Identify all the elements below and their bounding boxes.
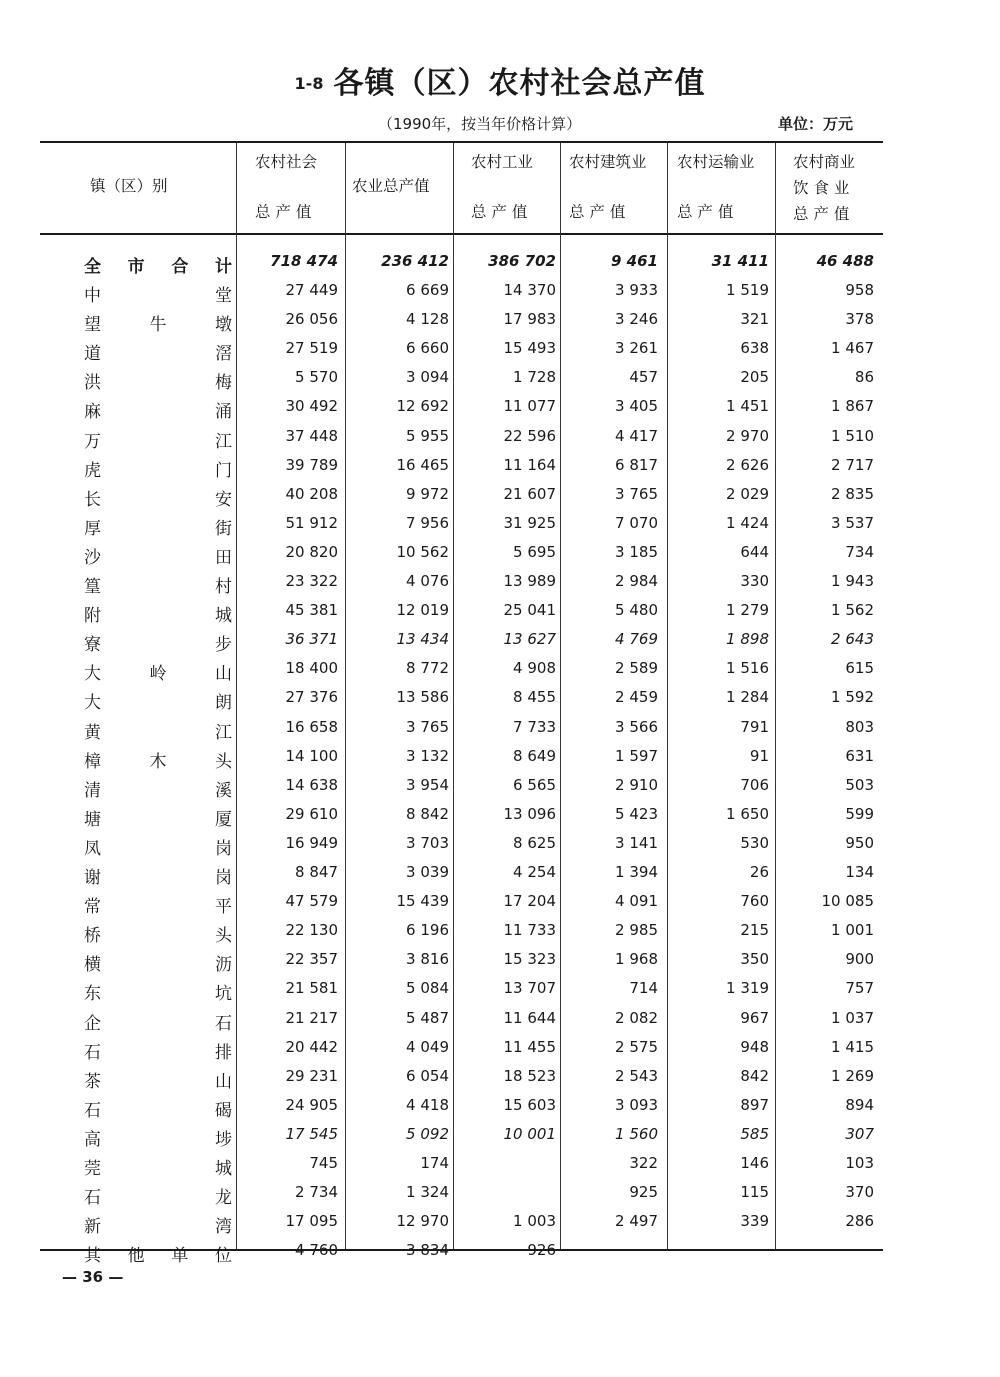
value-cell: 734 bbox=[845, 543, 874, 561]
value-cell: 503 bbox=[845, 776, 874, 794]
table-subtitle: （1990年，按当年价格计算） bbox=[378, 115, 582, 133]
value-cell: 1 968 bbox=[615, 950, 658, 968]
value-cell: 18 523 bbox=[503, 1067, 556, 1085]
value-cell: 36 371 bbox=[285, 630, 338, 648]
table-row bbox=[40, 1241, 883, 1270]
value-cell: 5 695 bbox=[513, 543, 556, 561]
value-cell: 21 581 bbox=[285, 979, 338, 997]
value-cell: 1 451 bbox=[726, 397, 769, 415]
table-row bbox=[40, 805, 883, 834]
value-cell: 894 bbox=[845, 1096, 874, 1114]
value-cell: 967 bbox=[740, 1009, 769, 1027]
value-cell: 286 bbox=[845, 1212, 874, 1230]
value-cell: 926 bbox=[527, 1241, 556, 1259]
value-cell: 4 076 bbox=[406, 572, 449, 590]
value-cell: 2 734 bbox=[295, 1183, 338, 1201]
value-cell: 3 246 bbox=[615, 310, 658, 328]
table-row bbox=[40, 688, 883, 717]
value-cell: 3 405 bbox=[615, 397, 658, 415]
value-cell: 6 660 bbox=[406, 339, 449, 357]
value-cell: 5 955 bbox=[406, 427, 449, 445]
value-cell: 26 056 bbox=[285, 310, 338, 328]
value-cell: 2 970 bbox=[726, 427, 769, 445]
table-row bbox=[40, 747, 883, 776]
value-cell: 8 772 bbox=[406, 659, 449, 677]
region-name: 洪 梅 bbox=[84, 373, 232, 393]
value-cell: 8 455 bbox=[513, 688, 556, 706]
value-cell: 3 141 bbox=[615, 834, 658, 852]
value-cell: 146 bbox=[740, 1154, 769, 1172]
value-cell: 1 037 bbox=[831, 1009, 874, 1027]
value-cell: 51 912 bbox=[285, 514, 338, 532]
region-name: 茶 山 bbox=[84, 1072, 232, 1092]
value-cell: 958 bbox=[845, 281, 874, 299]
value-cell: 4 769 bbox=[615, 630, 658, 648]
value-cell: 1 560 bbox=[615, 1125, 658, 1143]
value-cell: 321 bbox=[740, 310, 769, 328]
value-cell: 236 412 bbox=[381, 252, 449, 270]
value-cell: 1 510 bbox=[831, 427, 874, 445]
region-name: 万 江 bbox=[84, 432, 232, 452]
value-cell: 5 480 bbox=[615, 601, 658, 619]
value-cell: 1 279 bbox=[726, 601, 769, 619]
value-cell: 13 707 bbox=[503, 979, 556, 997]
value-cell: 9 972 bbox=[406, 485, 449, 503]
value-cell: 350 bbox=[740, 950, 769, 968]
value-cell: 2 575 bbox=[615, 1038, 658, 1056]
value-cell: 31 411 bbox=[711, 252, 769, 270]
value-cell: 2 984 bbox=[615, 572, 658, 590]
value-cell: 47 579 bbox=[285, 892, 338, 910]
value-cell: 1 728 bbox=[513, 368, 556, 386]
table-row bbox=[40, 1212, 883, 1241]
value-cell: 330 bbox=[740, 572, 769, 590]
value-cell: 3 132 bbox=[406, 747, 449, 765]
header-col6: 农村商业 饮 食 业 总 产 值 bbox=[793, 153, 856, 223]
value-cell: 1 562 bbox=[831, 601, 874, 619]
value-cell: 745 bbox=[309, 1154, 338, 1172]
region-name: 新 湾 bbox=[84, 1217, 232, 1237]
value-cell: 1 943 bbox=[831, 572, 874, 590]
value-cell: 1 324 bbox=[406, 1183, 449, 1201]
value-cell: 86 bbox=[854, 368, 874, 386]
value-cell: 134 bbox=[845, 863, 874, 881]
value-cell: 15 323 bbox=[503, 950, 556, 968]
value-cell: 20 442 bbox=[285, 1038, 338, 1056]
header-col3: 农村工业 总 产 值 bbox=[471, 153, 534, 221]
value-cell: 4 418 bbox=[406, 1096, 449, 1114]
table-row bbox=[40, 281, 883, 310]
value-cell: 17 983 bbox=[503, 310, 556, 328]
value-cell: 1 650 bbox=[726, 805, 769, 823]
value-cell: 2 459 bbox=[615, 688, 658, 706]
table-row bbox=[40, 543, 883, 572]
region-name: 东 坑 bbox=[84, 984, 232, 1004]
value-cell: 11 644 bbox=[503, 1009, 556, 1027]
value-cell: 1 519 bbox=[726, 281, 769, 299]
table-row bbox=[40, 921, 883, 950]
value-cell: 339 bbox=[740, 1212, 769, 1230]
value-cell: 2 985 bbox=[615, 921, 658, 939]
value-cell: 3 816 bbox=[406, 950, 449, 968]
value-cell: 5 092 bbox=[406, 1125, 449, 1143]
table-row bbox=[40, 892, 883, 921]
value-cell: 3 703 bbox=[406, 834, 449, 852]
value-cell: 10 085 bbox=[821, 892, 874, 910]
header-col4: 农村建筑业 总 产 值 bbox=[569, 153, 647, 221]
value-cell: 2 626 bbox=[726, 456, 769, 474]
value-cell: 27 376 bbox=[285, 688, 338, 706]
value-cell: 7 070 bbox=[615, 514, 658, 532]
value-cell: 585 bbox=[740, 1125, 769, 1143]
table-row bbox=[40, 776, 883, 805]
value-cell: 8 842 bbox=[406, 805, 449, 823]
value-cell: 10 001 bbox=[503, 1125, 556, 1143]
value-cell: 14 370 bbox=[503, 281, 556, 299]
region-name: 塘 厦 bbox=[84, 810, 232, 830]
table-row bbox=[40, 1038, 883, 1067]
region-name: 常 平 bbox=[84, 897, 232, 917]
header-rule bbox=[40, 233, 883, 235]
value-cell: 3 566 bbox=[615, 718, 658, 736]
value-cell: 3 765 bbox=[406, 718, 449, 736]
value-cell: 386 702 bbox=[488, 252, 556, 270]
value-cell: 2 589 bbox=[615, 659, 658, 677]
value-cell: 307 bbox=[845, 1125, 874, 1143]
value-cell: 20 820 bbox=[285, 543, 338, 561]
region-name: 全 市 合 计 bbox=[84, 257, 232, 277]
value-cell: 925 bbox=[629, 1183, 658, 1201]
table-row bbox=[40, 368, 883, 397]
value-cell: 2 029 bbox=[726, 485, 769, 503]
value-cell: 27 519 bbox=[285, 339, 338, 357]
value-cell: 6 565 bbox=[513, 776, 556, 794]
value-cell: 3 185 bbox=[615, 543, 658, 561]
table-row bbox=[40, 863, 883, 892]
region-name: 厚 街 bbox=[84, 519, 232, 539]
value-cell: 5 084 bbox=[406, 979, 449, 997]
value-cell: 26 bbox=[749, 863, 769, 881]
value-cell: 3 954 bbox=[406, 776, 449, 794]
region-name: 大 朗 bbox=[84, 693, 232, 713]
table-row bbox=[40, 834, 883, 863]
region-name: 清 溪 bbox=[84, 781, 232, 801]
table-row bbox=[40, 601, 883, 630]
value-cell: 638 bbox=[740, 339, 769, 357]
region-name: 其 他 单 位 bbox=[84, 1246, 232, 1266]
value-cell: 91 bbox=[749, 747, 769, 765]
value-cell: 842 bbox=[740, 1067, 769, 1085]
value-cell: 205 bbox=[740, 368, 769, 386]
value-cell: 11 733 bbox=[503, 921, 556, 939]
value-cell: 1 592 bbox=[831, 688, 874, 706]
value-cell: 8 649 bbox=[513, 747, 556, 765]
value-cell: 1 898 bbox=[726, 630, 769, 648]
value-cell: 1 415 bbox=[831, 1038, 874, 1056]
region-name: 桥 头 bbox=[84, 926, 232, 946]
value-cell: 706 bbox=[740, 776, 769, 794]
value-cell: 631 bbox=[845, 747, 874, 765]
value-cell: 22 357 bbox=[285, 950, 338, 968]
value-cell: 1 003 bbox=[513, 1212, 556, 1230]
table-title: 各镇（区）农村社会总产值 bbox=[333, 66, 706, 101]
table-number: 1-8 bbox=[294, 74, 324, 93]
value-cell: 215 bbox=[740, 921, 769, 939]
value-cell: 2 543 bbox=[615, 1067, 658, 1085]
value-cell: 39 789 bbox=[285, 456, 338, 474]
value-cell: 757 bbox=[845, 979, 874, 997]
region-name: 大 岭 山 bbox=[84, 664, 232, 684]
value-cell: 5 487 bbox=[406, 1009, 449, 1027]
value-cell: 4 417 bbox=[615, 427, 658, 445]
value-cell: 46 488 bbox=[816, 252, 874, 270]
region-name: 莞 城 bbox=[84, 1159, 232, 1179]
value-cell: 21 217 bbox=[285, 1009, 338, 1027]
value-cell: 2 497 bbox=[615, 1212, 658, 1230]
table-row bbox=[40, 1154, 883, 1183]
value-cell: 11 455 bbox=[503, 1038, 556, 1056]
value-cell: 13 096 bbox=[503, 805, 556, 823]
value-cell: 8 847 bbox=[295, 863, 338, 881]
region-name: 长 安 bbox=[84, 490, 232, 510]
value-cell: 17 204 bbox=[503, 892, 556, 910]
header-col1: 农村社会 总 产 值 bbox=[255, 153, 318, 221]
value-cell: 1 467 bbox=[831, 339, 874, 357]
value-cell: 11 164 bbox=[503, 456, 556, 474]
region-name: 黄 江 bbox=[84, 723, 232, 743]
value-cell: 370 bbox=[845, 1183, 874, 1201]
value-cell: 1 001 bbox=[831, 921, 874, 939]
value-cell: 6 196 bbox=[406, 921, 449, 939]
value-cell: 3 261 bbox=[615, 339, 658, 357]
value-cell: 13 434 bbox=[396, 630, 449, 648]
value-cell: 2 835 bbox=[831, 485, 874, 503]
value-cell: 1 319 bbox=[726, 979, 769, 997]
value-cell: 11 077 bbox=[503, 397, 556, 415]
value-cell: 718 474 bbox=[270, 252, 338, 270]
value-cell: 4 254 bbox=[513, 863, 556, 881]
value-cell: 615 bbox=[845, 659, 874, 677]
table-row bbox=[40, 1067, 883, 1096]
table-top-rule bbox=[40, 141, 883, 143]
value-cell: 599 bbox=[845, 805, 874, 823]
value-cell: 14 638 bbox=[285, 776, 338, 794]
region-name: 附 城 bbox=[84, 606, 232, 626]
unit-label: 单位：万元 bbox=[778, 115, 854, 133]
value-cell: 644 bbox=[740, 543, 769, 561]
value-cell: 3 537 bbox=[831, 514, 874, 532]
data-table bbox=[40, 141, 883, 1266]
table-row bbox=[40, 979, 883, 1008]
value-cell: 15 493 bbox=[503, 339, 556, 357]
table-row bbox=[40, 1125, 883, 1154]
value-cell: 900 bbox=[845, 950, 874, 968]
value-cell: 25 041 bbox=[503, 601, 556, 619]
value-cell: 5 423 bbox=[615, 805, 658, 823]
value-cell: 3 765 bbox=[615, 485, 658, 503]
value-cell: 13 627 bbox=[503, 630, 556, 648]
value-cell: 10 562 bbox=[396, 543, 449, 561]
table-row bbox=[40, 572, 883, 601]
value-cell: 760 bbox=[740, 892, 769, 910]
value-cell: 3 093 bbox=[615, 1096, 658, 1114]
value-cell: 3 834 bbox=[406, 1241, 449, 1259]
value-cell: 115 bbox=[740, 1183, 769, 1201]
value-cell: 22 596 bbox=[503, 427, 556, 445]
page-number: — 36 — bbox=[62, 1268, 124, 1286]
region-name: 中 堂 bbox=[84, 286, 232, 306]
value-cell: 4 128 bbox=[406, 310, 449, 328]
region-name: 谢 岗 bbox=[84, 868, 232, 888]
value-cell: 37 448 bbox=[285, 427, 338, 445]
value-cell: 2 910 bbox=[615, 776, 658, 794]
value-cell: 1 516 bbox=[726, 659, 769, 677]
value-cell: 24 905 bbox=[285, 1096, 338, 1114]
table-row bbox=[40, 427, 883, 456]
value-cell: 14 100 bbox=[285, 747, 338, 765]
region-name: 石 龙 bbox=[84, 1188, 232, 1208]
value-cell: 21 607 bbox=[503, 485, 556, 503]
value-cell: 13 989 bbox=[503, 572, 556, 590]
value-cell: 1 269 bbox=[831, 1067, 874, 1085]
table-row bbox=[40, 630, 883, 659]
value-cell: 16 465 bbox=[396, 456, 449, 474]
value-cell: 1 867 bbox=[831, 397, 874, 415]
table-row bbox=[40, 1183, 883, 1212]
value-cell: 4 760 bbox=[295, 1241, 338, 1259]
region-name: 凤 岗 bbox=[84, 839, 232, 859]
table-row bbox=[40, 659, 883, 688]
region-name: 樟 木 头 bbox=[84, 752, 232, 772]
value-cell: 4 091 bbox=[615, 892, 658, 910]
value-cell: 1 424 bbox=[726, 514, 769, 532]
value-cell: 13 586 bbox=[396, 688, 449, 706]
value-cell: 1 597 bbox=[615, 747, 658, 765]
value-cell: 5 570 bbox=[295, 368, 338, 386]
table-row bbox=[40, 514, 883, 543]
value-cell: 6 054 bbox=[406, 1067, 449, 1085]
value-cell: 2 643 bbox=[831, 630, 874, 648]
table-row bbox=[40, 485, 883, 514]
page-title bbox=[0, 58, 1000, 102]
table-row bbox=[40, 1096, 883, 1125]
value-cell: 457 bbox=[629, 368, 658, 386]
value-cell: 8 625 bbox=[513, 834, 556, 852]
table-row bbox=[40, 1009, 883, 1038]
value-cell: 4 049 bbox=[406, 1038, 449, 1056]
value-cell: 103 bbox=[845, 1154, 874, 1172]
value-cell: 12 692 bbox=[396, 397, 449, 415]
value-cell: 22 130 bbox=[285, 921, 338, 939]
value-cell: 948 bbox=[740, 1038, 769, 1056]
value-cell: 40 208 bbox=[285, 485, 338, 503]
value-cell: 530 bbox=[740, 834, 769, 852]
table-row bbox=[40, 456, 883, 485]
value-cell: 7 956 bbox=[406, 514, 449, 532]
value-cell: 17 095 bbox=[285, 1212, 338, 1230]
value-cell: 31 925 bbox=[503, 514, 556, 532]
value-cell: 3 039 bbox=[406, 863, 449, 881]
region-name: 望 牛 墩 bbox=[84, 315, 232, 335]
value-cell: 803 bbox=[845, 718, 874, 736]
value-cell: 2 082 bbox=[615, 1009, 658, 1027]
value-cell: 6 817 bbox=[615, 456, 658, 474]
value-cell: 3 094 bbox=[406, 368, 449, 386]
value-cell: 29 231 bbox=[285, 1067, 338, 1085]
value-cell: 16 949 bbox=[285, 834, 338, 852]
header-region: 镇（区）别 bbox=[90, 177, 168, 195]
value-cell: 4 908 bbox=[513, 659, 556, 677]
value-cell: 18 400 bbox=[285, 659, 338, 677]
total-row bbox=[40, 252, 883, 281]
value-cell: 378 bbox=[845, 310, 874, 328]
value-cell: 2 717 bbox=[831, 456, 874, 474]
header-col2: 农业总产值 bbox=[352, 177, 430, 195]
region-name: 虎 门 bbox=[84, 461, 232, 481]
value-cell: 16 658 bbox=[285, 718, 338, 736]
value-cell: 29 610 bbox=[285, 805, 338, 823]
region-name: 高 埗 bbox=[84, 1130, 232, 1150]
value-cell: 15 603 bbox=[503, 1096, 556, 1114]
region-name: 石 排 bbox=[84, 1043, 232, 1063]
value-cell: 12 019 bbox=[396, 601, 449, 619]
value-cell: 27 449 bbox=[285, 281, 338, 299]
value-cell: 1 284 bbox=[726, 688, 769, 706]
value-cell: 897 bbox=[740, 1096, 769, 1114]
region-name: 企 石 bbox=[84, 1014, 232, 1034]
value-cell: 6 669 bbox=[406, 281, 449, 299]
table-row bbox=[40, 950, 883, 979]
value-cell: 714 bbox=[629, 979, 658, 997]
value-cell: 23 322 bbox=[285, 572, 338, 590]
value-cell: 1 394 bbox=[615, 863, 658, 881]
value-cell: 174 bbox=[420, 1154, 449, 1172]
value-cell: 30 492 bbox=[285, 397, 338, 415]
table-row bbox=[40, 339, 883, 368]
value-cell: 15 439 bbox=[396, 892, 449, 910]
value-cell: 9 461 bbox=[611, 252, 658, 270]
table-row bbox=[40, 397, 883, 426]
region-name: 篁 村 bbox=[84, 577, 232, 597]
value-cell: 322 bbox=[629, 1154, 658, 1172]
region-name: 麻 涌 bbox=[84, 402, 232, 422]
value-cell: 791 bbox=[740, 718, 769, 736]
value-cell: 12 970 bbox=[396, 1212, 449, 1230]
table-row bbox=[40, 310, 883, 339]
value-cell: 17 545 bbox=[285, 1125, 338, 1143]
region-name: 横 沥 bbox=[84, 955, 232, 975]
region-name: 道 滘 bbox=[84, 344, 232, 364]
value-cell: 45 381 bbox=[285, 601, 338, 619]
value-cell: 950 bbox=[845, 834, 874, 852]
region-name: 石 碣 bbox=[84, 1101, 232, 1121]
region-name: 寮 步 bbox=[84, 635, 232, 655]
value-cell: 7 733 bbox=[513, 718, 556, 736]
header-col5: 农村运输业 总 产 值 bbox=[677, 153, 755, 221]
value-cell: 3 933 bbox=[615, 281, 658, 299]
table-row bbox=[40, 718, 883, 747]
region-name: 沙 田 bbox=[84, 548, 232, 568]
